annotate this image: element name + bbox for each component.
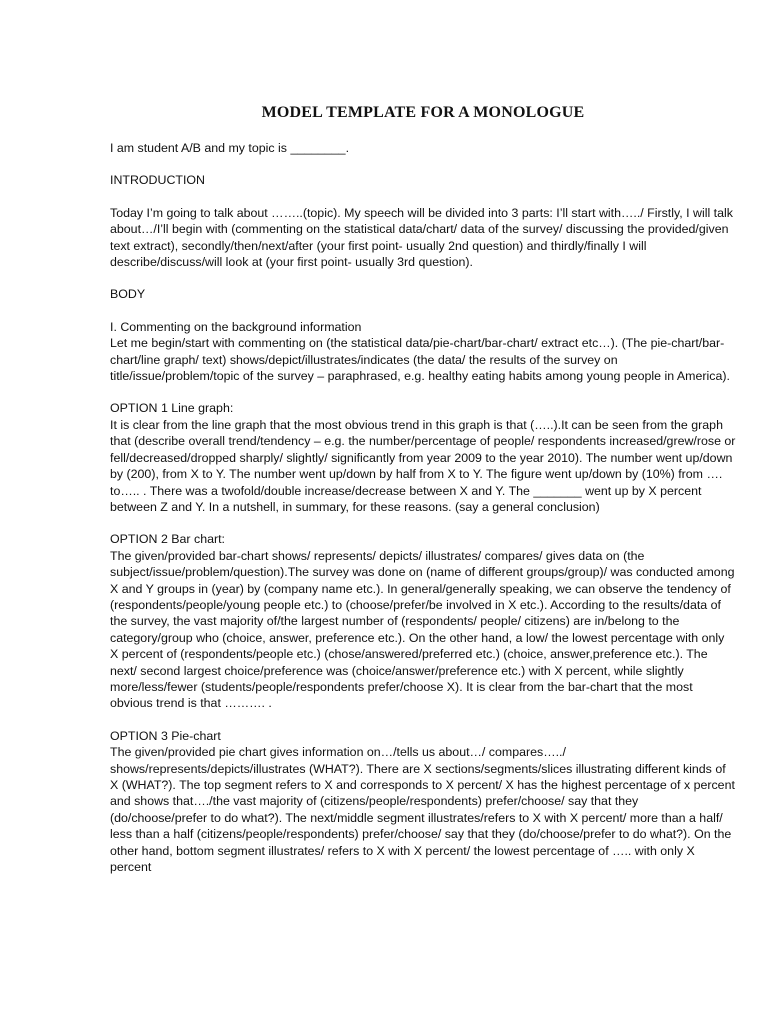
intro-line: I am student A/B and my topic is ________. [110,141,350,155]
document-title: MODEL TEMPLATE FOR A MONOLOGUE [261,104,585,121]
section-line-graph [110,400,736,515]
option-paragraph: It is clear from the line graph that the most obvious trend in this graph is that (…..).It can be seen from the graph that (describe overall trend/tendency – e.g. the number/percentage of people/ respondents increased/grew/rose or fell/decreased/dropped sharply/ slightly/ significantly from year 2009 to the year 2010). The number went up/down by (200), from X to Y. The number went up/down by half from X to Y. The figure went up/down by (10%) from …. to….. . There was a twofold/double increase/decrease between X and Y. The _______ went up by X percent between Z and Y. In a nutshell, in summary, for these reasons. (say a general conclusion) [110,417,736,514]
body-heading: BODY [110,287,146,302]
introduction-paragraph: Today I’m going to talk about ……..(topic). My speech will be divided into 3 parts: I’ll start with…../ Firstly, I will talk about…/I’ll begin with (commenting on the statistical data/chart/ data of the survey/ discussing the provided/given text extract), secondly/then/next/after (your first point- usually 2nd question) and thirdly/finally I will describe/discuss/will look at (your first point- usually 3rd question). [110,205,733,270]
section-paragraph: Let me begin/start with commenting on (the statistical data/pie-chart/bar-chart/ extract etc…). (The pie-chart/bar-chart/line graph/ text) shows/depict/illustrates/indicates (the data/ the results of the survey on title/issue/problem/topic of the survey – paraphrased, e.g. healthy eating habits among young people in America). [110,336,730,384]
option-paragraph: The given/provided bar-chart shows/ represents/ depicts/ illustrates/ compares/ gives data on (the subject/issue/problem/question).The survey was done on (name of different groups/group)/ was conducted among X and Y groups in (year) by (company name etc.). In general/generally speaking, we can observe the tendency of (respondents/people/young people etc.) to (choose/prefer/be involved in X etc.). According to the results/data of the survey, the vast majority of/the largest number of (respondents/ people/ citizens) are in/belong to the category/group who (choice, answer, preference etc.). On the other hand, a low/ the lowest percentage with only X percent of (respondents/people etc.) (chose/answered/preferred etc.) (choice, answer,preference etc.). The next/ second largest choice/preference was (choice/answer/preference etc.) with X percent, while slightly more/less/fewer (students/people/respondents prefer/choose X). It is clear from the bar-chart that the most obvious trend is that ………. . [110,548,735,711]
section-background-info [110,319,736,385]
option-heading: OPTION 1 Line graph: [110,401,234,416]
document-page [110,100,736,875]
option-heading: OPTION 2 Bar chart: [110,532,225,547]
introduction-heading: INTRODUCTION [110,173,205,188]
option-heading: OPTION 3 Pie-chart [110,728,221,743]
section-bar-chart [110,531,736,711]
section-heading: I. Commenting on the background information [110,319,362,334]
option-paragraph: The given/provided pie chart gives information on…/tells us about…/ compares…../ shows/represents/depicts/illustrates (WHAT?). There are X sections/segments/slices illustrating different kinds of X (WHAT?). The top segment refers to X and corresponds to X percent/ X has the highest percentage of x percent and shows that…./the vast majority of (citizens/people/respondents) prefer/choose/ say that they (do/choose/prefer to do what?). The next/middle segment illustrates/refers to X with X percent/ more than a half/ less than a half (citizens/people/respondents) prefer/choose/ say that they (do/choose/prefer to do what?). On the other hand, bottom segment illustrates/ refers to X with X percent/ the lowest percentage of ….. with only X percent [110,745,735,875]
section-pie-chart [110,728,736,876]
